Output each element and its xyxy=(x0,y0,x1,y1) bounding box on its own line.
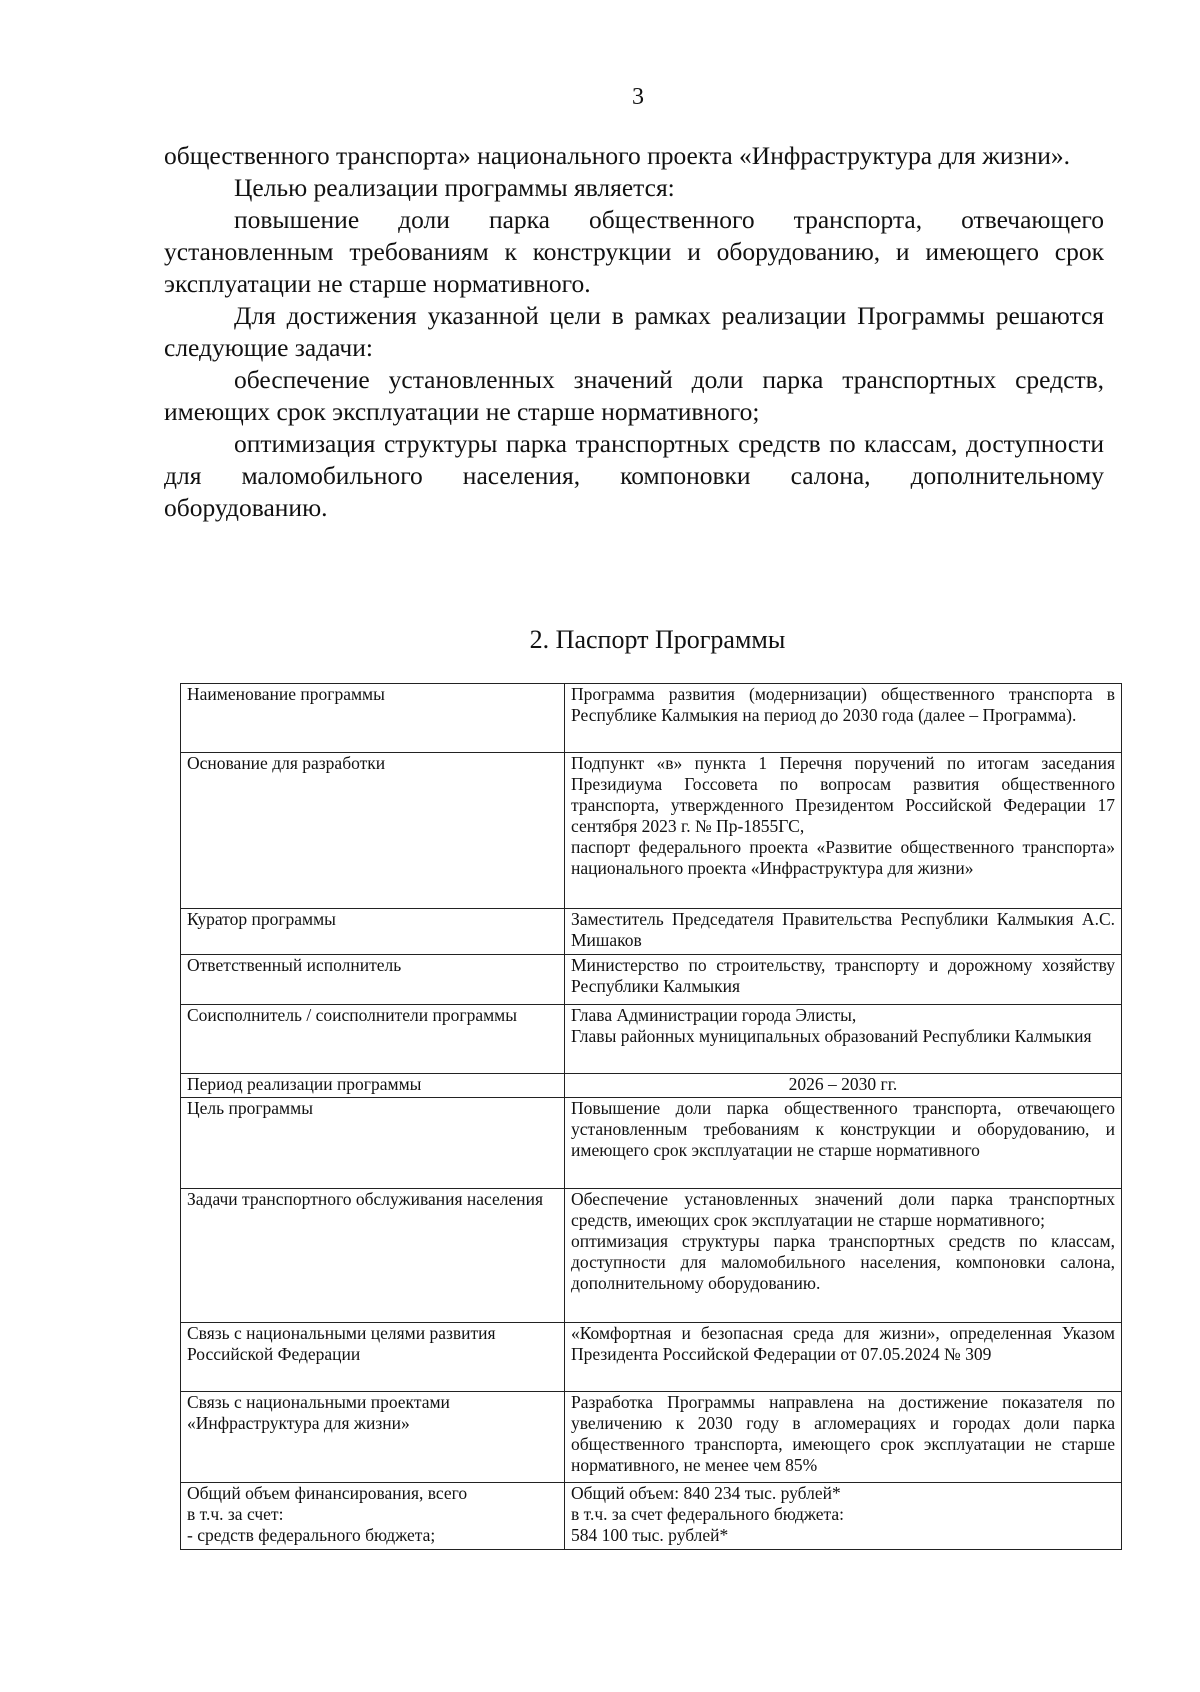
value-line: Министерство по строительству, транспорту и дорожному хозяйству Республики Калмыкия xyxy=(571,955,1115,996)
value-line: Программа развития (модернизации) общественного транспорта в Республике Калмыкия на период до 2030 года (далее – Программа). xyxy=(571,684,1115,725)
row-value xyxy=(565,1323,1122,1392)
value-line: Подпункт «в» пункта 1 Перечня поручений по итогам заседания Президиума Госсовета по вопросам развития общественного транспорта, утвержденного Президентом Российской Федерации 17 сентября 2023 г. № Пр-1855ГС, xyxy=(571,753,1115,836)
table-row xyxy=(181,909,1122,955)
value-line: Разработка Программы направлена на достижение показателя по увеличению к 2030 году в агломерациях и городах доли парка общественного транспорта, имеющего срок эксплуатации не старше нормативного, не менее чем 85% xyxy=(571,1392,1115,1475)
row-value xyxy=(565,753,1122,909)
table-row xyxy=(181,955,1122,1005)
value-line: оптимизация структуры парка транспортных средств по классам, доступности для маломобильного населения, компоновки салона, дополнительному оборудованию. xyxy=(571,1231,1115,1293)
row-value xyxy=(565,1098,1122,1189)
row-value xyxy=(565,1074,1122,1098)
paragraph: повышение доли парка общественного транспорта, отвечающего установленным требованиям к конструкции и оборудованию, и имеющего срок эксплуатации не старше нормативного. xyxy=(164,205,1104,298)
value-line: «Комфортная и безопасная среда для жизни», определенная Указом Президента Российской Федерации от 07.05.2024 № 309 xyxy=(571,1323,1115,1364)
value-line: 584 100 тыс. рублей* xyxy=(571,1525,729,1545)
row-label: Связь с национальными целями развития Российской Федерации xyxy=(181,1323,565,1392)
table-row xyxy=(181,1005,1122,1074)
paragraph: Для достижения указанной цели в рамках реализации Программы решаются следующие задачи: xyxy=(164,301,1104,362)
row-value xyxy=(565,909,1122,955)
row-value xyxy=(565,1392,1122,1483)
value-line: Повышение доли парка общественного транспорта, отвечающего установленным требованиям к конструкции и оборудованию, и имеющего срок эксплуатации не старше нормативного xyxy=(571,1098,1115,1160)
paragraph: общественного транспорта» национального проекта «Инфраструктура для жизни». xyxy=(164,141,1070,170)
table-row xyxy=(181,1074,1122,1098)
value-line: Общий объем: 840 234 тыс. рублей* xyxy=(571,1483,841,1503)
value-line: паспорт федерального проекта «Развитие общественного транспорта» национального проекта «Инфраструктура для жизни» xyxy=(571,837,1115,878)
table-row xyxy=(181,684,1122,753)
passport-table xyxy=(180,683,1122,1550)
row-label: Цель программы xyxy=(181,1098,565,1189)
value-line: Обеспечение установленных значений доли парка транспортных средств, имеющих срок эксплуатации не старше нормативного; xyxy=(571,1189,1115,1230)
table-row xyxy=(181,1392,1122,1483)
row-label: Задачи транспортного обслуживания населения xyxy=(181,1189,565,1323)
table-row xyxy=(181,1323,1122,1392)
value-line: в т.ч. за счет федерального бюджета: xyxy=(571,1504,844,1524)
label-line: Общий объем финансирования, всего xyxy=(187,1483,468,1503)
paragraph: обеспечение установленных значений доли парка транспортных средств, имеющих срок эксплуатации не старше нормативного; xyxy=(164,365,1104,426)
value-line: Главы районных муниципальных образований Республики Калмыкия xyxy=(571,1026,1092,1046)
table-row xyxy=(181,1098,1122,1189)
row-label: Период реализации программы xyxy=(181,1074,565,1098)
row-value xyxy=(565,955,1122,1005)
value-line: Глава Администрации города Элисты, xyxy=(571,1005,857,1025)
row-value xyxy=(565,684,1122,753)
paragraph: оптимизация структуры парка транспортных средств по классам, доступности для маломобильного населения, компоновки салона, дополнительному оборудованию. xyxy=(164,429,1104,522)
value-line: Заместитель Председателя Правительства Республики Калмыкия А.С. Мишаков xyxy=(571,909,1115,950)
table-row xyxy=(181,1189,1122,1323)
row-value xyxy=(565,1189,1122,1323)
section-title: 2. Паспорт Программы xyxy=(529,625,786,654)
table-row xyxy=(181,1483,1122,1550)
label-line: - средств федерального бюджета; xyxy=(187,1525,436,1545)
row-label: Куратор программы xyxy=(181,909,565,955)
page-number: 3 xyxy=(632,84,644,110)
row-label: Соисполнитель / соисполнители программы xyxy=(181,1005,565,1074)
value-line: 2026 – 2030 гг. xyxy=(788,1074,898,1094)
label-line: в т.ч. за счет: xyxy=(187,1504,284,1524)
row-label: Ответственный исполнитель xyxy=(181,955,565,1005)
paragraph: Целью реализации программы является: xyxy=(234,173,675,202)
row-value xyxy=(565,1483,1122,1550)
row-label: Наименование программы xyxy=(181,684,565,753)
row-value xyxy=(565,1005,1122,1074)
row-label: Основание для разработки xyxy=(181,753,565,909)
body-text xyxy=(164,140,1104,524)
table-row xyxy=(181,753,1122,909)
row-label xyxy=(181,1483,565,1550)
row-label: Связь с национальными проектами «Инфраструктура для жизни» xyxy=(181,1392,565,1483)
